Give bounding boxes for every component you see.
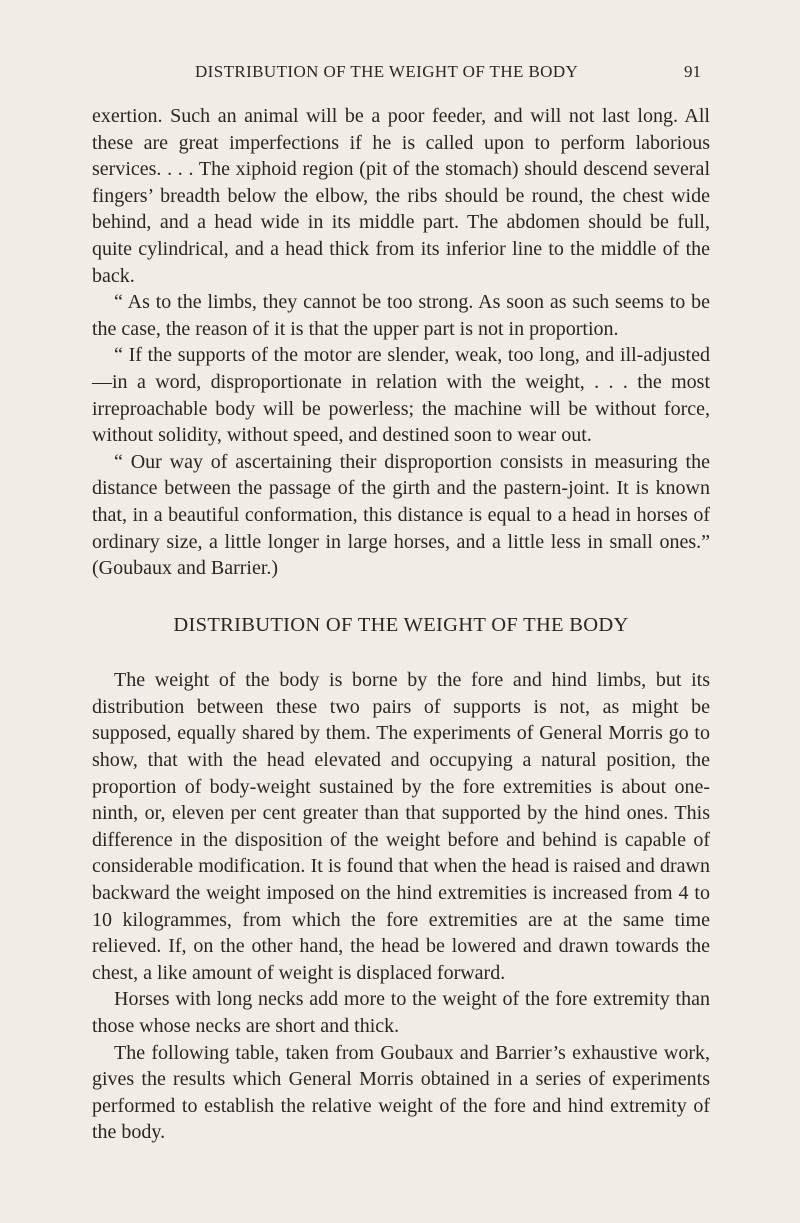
running-head: DISTRIBUTION OF THE WEIGHT OF THE BODY: [195, 62, 579, 81]
page-number: 91: [684, 62, 701, 81]
paragraph: The following table, taken from Goubaux and Barrier’s exhaustive work, gives the results which General Morris obtained in a series of experiments performed to establish the relative weight of the fore and hind extremity of the body.: [92, 1041, 710, 1144]
section-heading: DISTRIBUTION OF THE WEIGHT OF THE BODY: [173, 613, 629, 636]
paragraph: Horses with long necks add more to the weight of the fore extremity than those whose necks are short and thick.: [92, 988, 710, 1037]
paragraph: “ As to the limbs, they cannot be too strong. As soon as such seems to be the case, the reason of it is that the upper part is not in proportion.: [92, 291, 710, 340]
paragraph: The weight of the body is borne by the fore and hind limbs, but its distribution between these two pairs of supports is not, as might be supposed, equally shared by them. The experiments of General Morris go to show, that with the head elevated and occupying a natural position, the proportion of body-weight sustained by the fore extremities is about one-ninth, or, eleven per cent greater than that supported by the hind ones. This difference in the disposition of the weight before and behind is capable of considerable modification. It is found that when the head is raised and drawn backward the weight imposed on the hind extremities is increased from 4 to 10 kilogrammes, from which the fore extremities are at the same time relieved. If, on the other hand, the head be lowered and drawn towards the chest, a like amount of weight is displaced forward.: [92, 669, 710, 984]
paragraph: “ Our way of ascertaining their disproportion consists in measuring the distance between the passage of the girth and the pastern-joint. It is known that, in a beautiful conformation, this distance is equal to a head in horses of ordinary size, a little longer in large horses, and a little less in small ones.” (Goubaux and Barrier.): [92, 450, 710, 580]
paragraph: exertion. Such an animal will be a poor feeder, and will not last long. All these are great imperfections if he is called upon to perform laborious services. . . . The xiphoid region (pit of the stomach) should descend several fingers’ breadth below the elbow, the ribs should be round, the chest wide behind, and a head wide in its middle part. The abdomen should be full, quite cylindrical, and a head thick from its inferior line to the middle of the back.: [92, 105, 710, 287]
paragraph: “ If the supports of the motor are slender, weak, too long, and ill-adjusted—in a word, disproportionate in relation with the weight, . . . the most irreproachable body will be powerless; the machine will be without force, without solidity, without speed, and destined soon to wear out.: [92, 344, 710, 447]
body-text: [92, 103, 710, 1146]
